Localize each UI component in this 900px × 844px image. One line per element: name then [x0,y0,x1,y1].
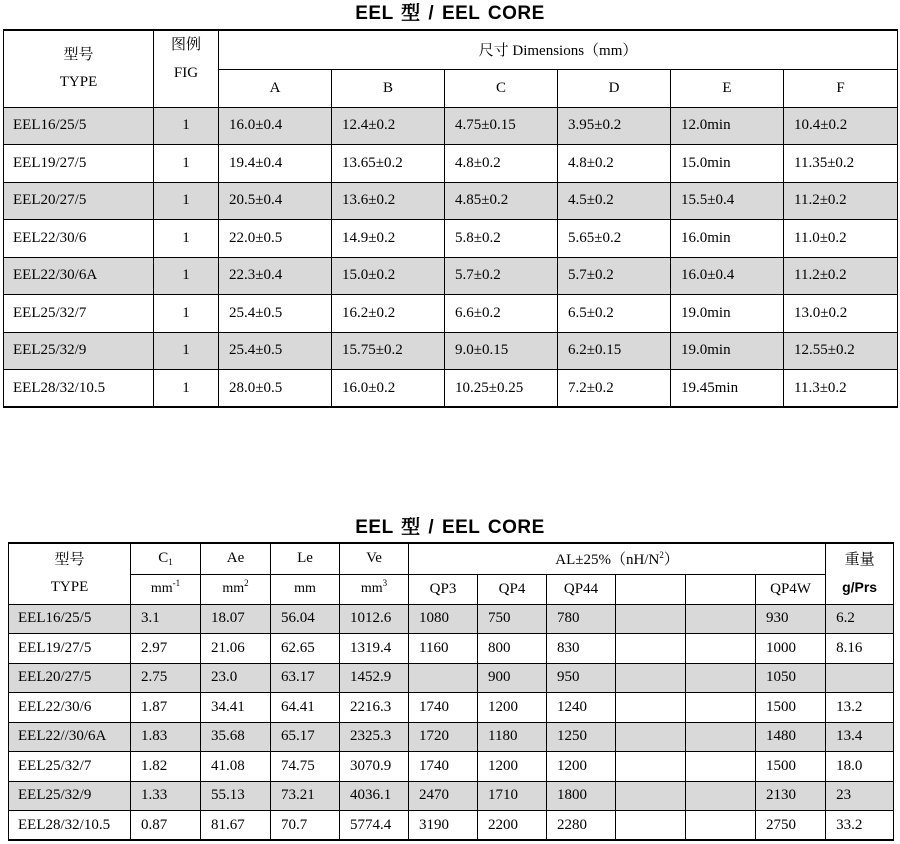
c1-cell: 2.97 [131,634,201,664]
table-body [9,604,894,840]
dim-d-cell: 4.8±0.2 [558,145,671,183]
c1-cell: 1.33 [131,781,201,811]
al-qp4-cell: 1710 [478,781,547,811]
ve-unit-header [340,574,409,604]
dim-a-cell: 20.5±0.4 [219,182,332,220]
al-qp3-cell: 1160 [409,634,478,664]
type-cell: EEL20/27/5 [9,663,131,693]
al-blank-cell [686,811,756,841]
dim-f-cell: 11.3±0.2 [784,370,898,408]
al-blank-cell [686,634,756,664]
type-cell: EEL28/32/10.5 [9,811,131,841]
ae-cell: 18.07 [201,604,271,634]
dim-header-f: F [784,69,898,107]
dim-c-cell: 9.0±0.15 [445,332,558,370]
al-qp44-cell: 1250 [547,722,616,752]
al-blank-cell [686,604,756,634]
dim-d-cell: 4.5±0.2 [558,182,671,220]
al-qp44-cell: 780 [547,604,616,634]
al-qp3-cell: 1740 [409,693,478,723]
al-qp4w-cell: 930 [756,604,826,634]
type-header-cn: 型号 [54,551,85,568]
dim-e-cell: 19.0min [671,295,784,333]
al-col-header-qp44: QP44 [547,574,616,604]
dim-d-cell: 7.2±0.2 [558,370,671,408]
type-cell: EEL22//30/6A [9,722,131,752]
type-cell: EEL25/32/7 [4,295,154,333]
al-qp4-cell: 1200 [478,752,547,782]
ve-unit-superscript: 3 [382,578,388,588]
table-row [4,107,898,145]
ae-cell: 81.67 [201,811,271,841]
dim-f-cell: 13.0±0.2 [784,295,898,333]
ae-cell: 55.13 [201,781,271,811]
table-row [4,145,898,183]
ae-cell: 21.06 [201,634,271,664]
al-blank-cell [616,722,686,752]
le-header: Le [271,543,340,574]
header-row [4,30,898,69]
c1-cell: 1.82 [131,752,201,782]
dim-e-cell: 19.0min [671,332,784,370]
c1-cell: 1.87 [131,693,201,723]
ve-cell: 2325.3 [340,722,409,752]
al-qp44-cell: 1200 [547,752,616,782]
dim-header-a: A [219,69,332,107]
ae-unit-superscript: 2 [244,578,249,588]
al-qp4w-cell: 1500 [756,752,826,782]
dim-b-cell: 12.4±0.2 [332,107,445,145]
al-qp44-cell: 1800 [547,781,616,811]
dim-a-cell: 22.3±0.4 [219,257,332,295]
ve-cell: 5774.4 [340,811,409,841]
type-cell: EEL16/25/5 [9,604,131,634]
dim-e-cell: 15.0min [671,145,784,183]
dim-f-cell: 11.2±0.2 [784,257,898,295]
al-qp44-cell: 1240 [547,693,616,723]
dim-f-cell: 11.2±0.2 [784,182,898,220]
weight-cell: 33.2 [826,811,894,841]
al-qp4-cell: 750 [478,604,547,634]
table-row [9,781,894,811]
type-cell: EEL22/30/6A [4,257,154,295]
fig-cell: 1 [154,145,219,183]
al-qp44-cell: 2280 [547,811,616,841]
type-cell: EEL19/27/5 [9,634,131,664]
al-qp44-cell: 830 [547,634,616,664]
le-cell: 63.17 [271,663,340,693]
dim-c-cell: 5.7±0.2 [445,257,558,295]
al-qp4-cell: 1180 [478,722,547,752]
weight-cell: 8.16 [826,634,894,664]
al-qp4-cell: 1200 [478,693,547,723]
ve-cell: 4036.1 [340,781,409,811]
table-row [9,663,894,693]
type-cell: EEL25/32/7 [9,752,131,782]
al-qp4w-cell: 2750 [756,811,826,841]
dim-f-cell: 10.4±0.2 [784,107,898,145]
dim-e-cell: 16.0min [671,220,784,258]
c1-cell: 0.87 [131,811,201,841]
al-blank-cell [616,604,686,634]
al-blank-cell [686,752,756,782]
weight-cell: 13.2 [826,693,894,723]
type-cell: EEL19/27/5 [4,145,154,183]
dim-a-cell: 28.0±0.5 [219,370,332,408]
type-cell: EEL28/32/10.5 [4,370,154,408]
dim-d-cell: 5.65±0.2 [558,220,671,258]
ve-cell: 1319.4 [340,634,409,664]
al-blank-cell [686,663,756,693]
al-blank-cell [616,634,686,664]
type-cell: EEL16/25/5 [4,107,154,145]
dim-header-b: B [332,69,445,107]
table-row [9,811,894,841]
al-blank-cell [616,663,686,693]
al-blank-cell [616,781,686,811]
c1-cell: 1.83 [131,722,201,752]
al-col-header-qp3: QP3 [409,574,478,604]
al-qp4-cell: 800 [478,634,547,664]
le-cell: 56.04 [271,604,340,634]
al-col-header-qp4w: QP4W [756,574,826,604]
dim-e-cell: 15.5±0.4 [671,182,784,220]
al-qp3-cell [409,663,478,693]
ae-unit-base: mm [222,581,245,596]
core-dimensions-table [3,29,898,408]
weight-header-unit: g/Prs [842,578,878,595]
table-row [4,220,898,258]
dim-a-cell: 25.4±0.5 [219,295,332,333]
core-parameters-table [8,542,894,841]
al-qp3-cell: 1080 [409,604,478,634]
table-row [9,722,894,752]
weight-cell: 13.4 [826,722,894,752]
ae-cell: 23.0 [201,663,271,693]
al-qp4-cell: 2200 [478,811,547,841]
c1-header-base: C [158,550,169,567]
table-row [4,332,898,370]
al-qp4w-cell: 1000 [756,634,826,664]
le-cell: 62.65 [271,634,340,664]
weight-cell: 18.0 [826,752,894,782]
dim-e-cell: 16.0±0.4 [671,257,784,295]
dim-c-cell: 5.8±0.2 [445,220,558,258]
dim-d-cell: 6.2±0.15 [558,332,671,370]
al-qp4w-cell: 1480 [756,722,826,752]
dim-b-cell: 15.75±0.2 [332,332,445,370]
al-blank-cell [686,781,756,811]
dim-f-cell: 11.0±0.2 [784,220,898,258]
al-qp44-cell: 950 [547,663,616,693]
dim-b-cell: 13.6±0.2 [332,182,445,220]
c1-cell: 2.75 [131,663,201,693]
dim-d-cell: 5.7±0.2 [558,257,671,295]
type-cell: EEL25/32/9 [4,332,154,370]
le-cell: 73.21 [271,781,340,811]
dim-c-cell: 10.25±0.25 [445,370,558,408]
type-cell: EEL22/30/6 [9,693,131,723]
al-blank-cell [686,693,756,723]
fig-header [154,30,219,107]
table-row [4,257,898,295]
type-header [9,543,131,604]
table-row [9,752,894,782]
al-blank-cell [616,693,686,723]
fig-cell: 1 [154,295,219,333]
al-qp4-cell: 900 [478,663,547,693]
table-row [4,182,898,220]
table-row [4,370,898,408]
ve-cell: 2216.3 [340,693,409,723]
al-blank-cell [686,722,756,752]
le-cell: 70.7 [271,811,340,841]
table-row [4,295,898,333]
dim-a-cell: 16.0±0.4 [219,107,332,145]
al-col-header-blank [686,574,756,604]
dim-b-cell: 14.9±0.2 [332,220,445,258]
c1-unit-superscript: -1 [172,578,181,588]
dim-f-cell: 12.55±0.2 [784,332,898,370]
ae-header: Ae [201,543,271,574]
type-header-cn: 型号 [63,46,94,63]
type-header-en: TYPE [50,578,89,595]
dim-c-cell: 4.75±0.15 [445,107,558,145]
dim-d-cell: 3.95±0.2 [558,107,671,145]
dim-b-cell: 13.65±0.2 [332,145,445,183]
type-cell: EEL20/27/5 [4,182,154,220]
al-header-base: AL±25%（nH/N [555,552,660,569]
ae-unit-header [201,574,271,604]
al-blank-cell [616,811,686,841]
type-header-en: TYPE [59,73,98,90]
table-row [9,693,894,723]
al-col-header-qp4: QP4 [478,574,547,604]
table-body [4,107,898,407]
type-header [4,30,154,107]
le-cell: 74.75 [271,752,340,782]
dim-b-cell: 16.0±0.2 [332,370,445,408]
fig-header-en: FIG [173,65,199,81]
fig-cell: 1 [154,107,219,145]
al-col-header-blank [616,574,686,604]
al-header [409,543,826,574]
ae-cell: 41.08 [201,752,271,782]
le-unit-header: mm [271,574,340,604]
table-title: EEL 型 / EEL CORE [355,517,545,538]
dim-header-d: D [558,69,671,107]
ve-header: Ve [340,543,409,574]
dim-c-cell: 4.85±0.2 [445,182,558,220]
dim-a-cell: 22.0±0.5 [219,220,332,258]
ve-cell: 1452.9 [340,663,409,693]
le-cell: 65.17 [271,722,340,752]
type-cell: EEL22/30/6 [4,220,154,258]
ae-cell: 35.68 [201,722,271,752]
dim-e-cell: 12.0min [671,107,784,145]
c1-unit-base: mm [150,581,173,596]
table-title: EEL 型 / EEL CORE [355,3,545,24]
fig-header-cn: 图例 [170,37,201,53]
table-row [9,634,894,664]
al-header-superscript: 2 [659,550,664,561]
ve-unit-base: mm [360,581,383,596]
fig-cell: 1 [154,332,219,370]
ve-cell: 1012.6 [340,604,409,634]
header-row [9,543,894,574]
dim-a-cell: 19.4±0.4 [219,145,332,183]
c1-unit-header [131,574,201,604]
le-cell: 64.41 [271,693,340,723]
al-qp3-cell: 2470 [409,781,478,811]
weight-header-cn: 重量 [844,551,875,568]
weight-cell: 23 [826,781,894,811]
weight-cell [826,663,894,693]
type-cell: EEL25/32/9 [9,781,131,811]
ae-cell: 34.41 [201,693,271,723]
dim-b-cell: 15.0±0.2 [332,257,445,295]
dim-c-cell: 4.8±0.2 [445,145,558,183]
fig-cell: 1 [154,257,219,295]
weight-header [826,543,894,604]
al-blank-cell [616,752,686,782]
fig-cell: 1 [154,182,219,220]
dim-header-c: C [445,69,558,107]
dim-d-cell: 6.5±0.2 [558,295,671,333]
dim-b-cell: 16.2±0.2 [332,295,445,333]
c1-header [131,543,201,574]
dim-f-cell: 11.35±0.2 [784,145,898,183]
dim-header-e: E [671,69,784,107]
al-qp4w-cell: 1500 [756,693,826,723]
dim-c-cell: 6.6±0.2 [445,295,558,333]
al-qp3-cell: 1720 [409,722,478,752]
c1-cell: 3.1 [131,604,201,634]
ve-cell: 3070.9 [340,752,409,782]
al-qp3-cell: 1740 [409,752,478,782]
dimensions-header: 尺寸 Dimensions（mm） [219,30,898,69]
weight-cell: 6.2 [826,604,894,634]
fig-cell: 1 [154,220,219,258]
table-row [9,604,894,634]
dim-a-cell: 25.4±0.5 [219,332,332,370]
fig-cell: 1 [154,370,219,408]
c1-header-subscript: 1 [168,557,173,568]
dim-e-cell: 19.45min [671,370,784,408]
al-qp4w-cell: 1050 [756,663,826,693]
al-qp3-cell: 3190 [409,811,478,841]
header-row [9,574,894,604]
al-header-suffix: ） [663,552,679,569]
al-qp4w-cell: 2130 [756,781,826,811]
